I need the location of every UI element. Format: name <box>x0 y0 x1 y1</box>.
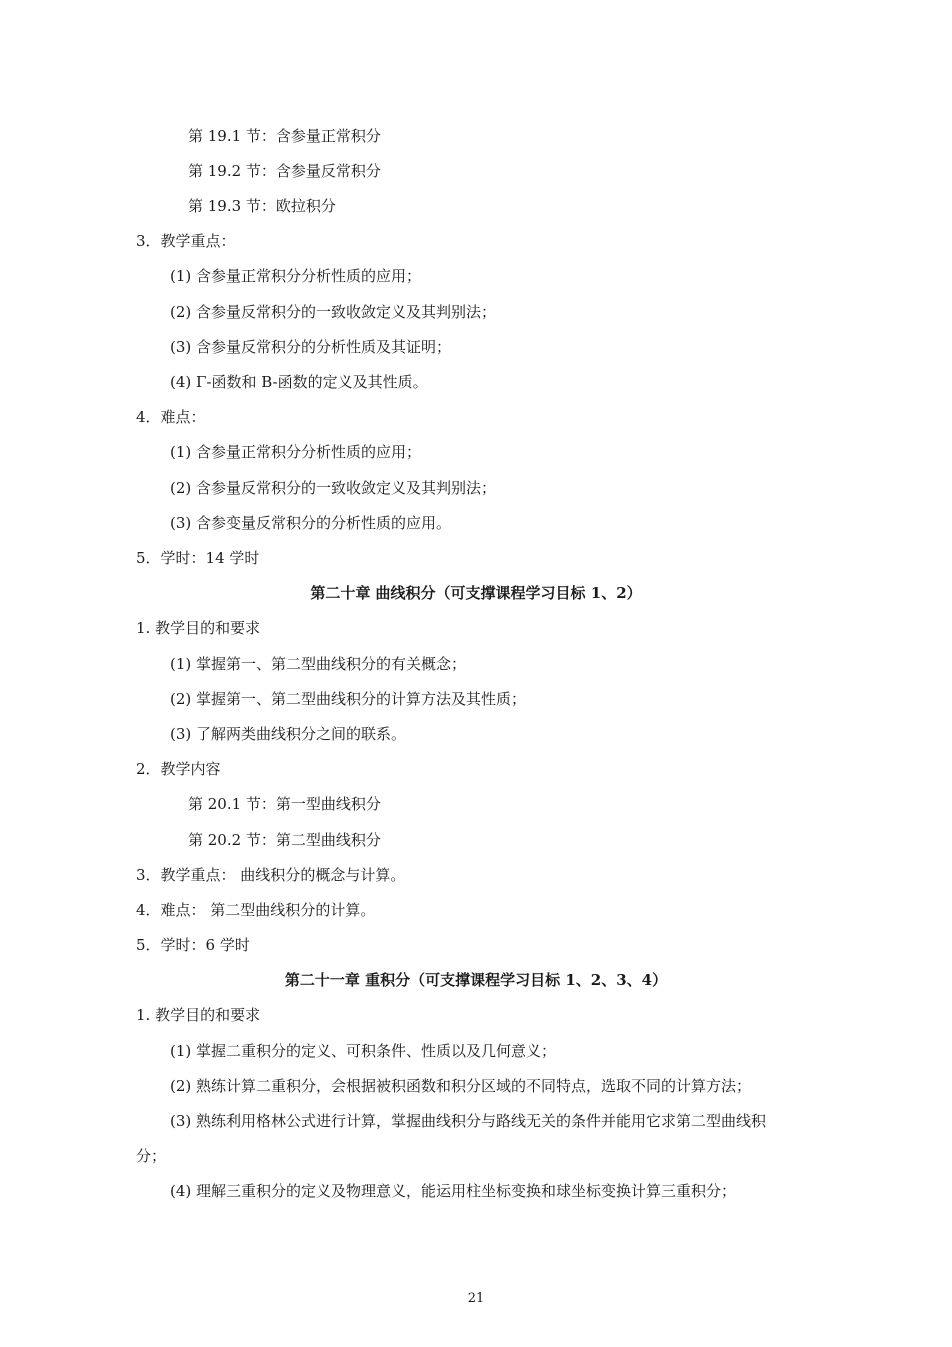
chapter-20-heading: 第二十章 曲线积分（可支撑课程学习目标 1、2） <box>310 584 642 602</box>
ch20-objective-2: (2) 掌握第一、第二型曲线积分的计算方法及其性质； <box>170 690 527 708</box>
ch19-difficulty-1: (1) 含参量正常积分分析性质的应用； <box>170 443 422 461</box>
page-number: 21 <box>467 1291 485 1306</box>
section-19-3: 第 19.3 节：欧拉积分 <box>188 197 336 215</box>
ch19-hours: 5．学时：14 学时 <box>136 549 260 567</box>
ch19-key-point-2: (2) 含参量反常积分的一致收敛定义及其判别法； <box>170 303 497 321</box>
ch21-objective-1: (1) 掌握二重积分的定义、可积条件、性质以及几何意义； <box>170 1042 557 1060</box>
chapter-21-heading: 第二十一章 重积分（可支撑课程学习目标 1、2、3、4） <box>284 971 668 989</box>
ch19-key-point-1: (1) 含参量正常积分分析性质的应用； <box>170 267 422 285</box>
ch19-key-points-label: 3．教学重点： <box>136 232 236 250</box>
ch21-objective-3: (3) 熟练利用格林公式进行计算，掌握曲线积分与路线无关的条件并能用它求第二型曲线积 <box>170 1112 767 1130</box>
ch20-objective-3: (3) 了解两类曲线积分之间的联系。 <box>170 725 407 743</box>
ch20-objectives-label: 1. 教学目的和要求 <box>136 619 261 637</box>
ch19-difficulty-3: (3) 含参变量反常积分的分析性质的应用。 <box>170 514 452 532</box>
ch21-objectives-label: 1. 教学目的和要求 <box>136 1006 261 1024</box>
ch19-key-point-4: (4) Γ-函数和 B-函数的定义及其性质。 <box>170 373 428 391</box>
ch20-objective-1: (1) 掌握第一、第二型曲线积分的有关概念； <box>170 655 467 673</box>
ch19-key-point-3: (3) 含参量反常积分的分析性质及其证明； <box>170 338 452 356</box>
section-20-2: 第 20.2 节：第二型曲线积分 <box>188 831 381 849</box>
section-20-1: 第 20.1 节：第一型曲线积分 <box>188 795 381 813</box>
ch21-objective-3-continued: 分； <box>136 1147 167 1165</box>
ch21-objective-2: (2) 熟练计算二重积分，会根据被积函数和积分区域的不同特点，选取不同的计算方法； <box>170 1077 752 1095</box>
ch20-content-label: 2．教学内容 <box>136 760 221 778</box>
ch19-difficulties-label: 4．难点： <box>136 408 206 426</box>
section-19-2: 第 19.2 节：含参量反常积分 <box>188 162 381 180</box>
ch19-difficulty-2: (2) 含参量反常积分的一致收敛定义及其判别法； <box>170 479 497 497</box>
ch20-key-points: 3．教学重点： 曲线积分的概念与计算。 <box>136 866 406 884</box>
ch20-difficulties: 4．难点： 第二型曲线积分的计算。 <box>136 901 376 919</box>
ch21-objective-4: (4) 理解三重积分的定义及物理意义，能运用柱坐标变换和球坐标变换计算三重积分； <box>170 1182 737 1200</box>
ch20-hours: 5．学时：6 学时 <box>136 936 250 954</box>
section-19-1: 第 19.1 节：含参量正常积分 <box>188 127 381 145</box>
